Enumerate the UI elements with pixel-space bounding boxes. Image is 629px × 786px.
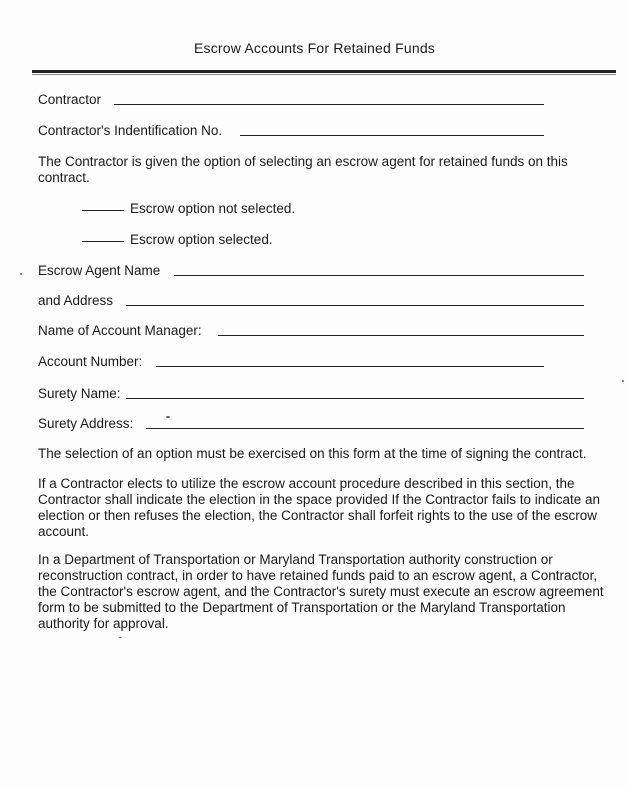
election-paragraph: If a Contractor elects to utilize the escrow account procedure described in this section, the Contractor shall indicate the election in the space provided If the Contractor fails to indicate an election or then refuses the election, the Contractor shall forfeit rights to the use of the escrow account. [38,476,601,539]
escrow-agent-name-blank[interactable] [174,275,584,276]
scan-speck [166,416,170,418]
surety-name-label: Surety Name: [38,386,121,401]
account-number-blank[interactable] [156,366,544,367]
surety-address-label: Surety Address: [38,416,134,431]
escrow-agent-name-label: Escrow Agent Name [38,263,161,278]
surety-address-blank[interactable] [146,428,584,429]
scan-speck [119,637,122,638]
contractor-id-label: Contractor's Indentification No. [38,123,223,138]
and-address-blank[interactable] [126,305,584,306]
option-selected-blank[interactable] [82,241,124,242]
option-selected[interactable] [82,232,273,247]
option-not-selected[interactable] [82,201,295,216]
account-number-label: Account Number: [38,354,143,369]
option-selected-label: Escrow option selected. [130,232,273,247]
option-not-selected-label: Escrow option not selected. [130,201,296,216]
account-manager-blank[interactable] [218,335,584,336]
scan-speck [622,380,624,382]
account-manager-label: Name of Account Manager: [38,323,202,338]
header-rule [32,70,616,73]
header-rule-fine [32,74,616,75]
and-address-label: and Address [38,293,114,308]
surety-name-blank[interactable] [126,398,584,399]
contractor-blank[interactable] [114,104,544,105]
option-intro-text: The Contractor is given the option of selecting an escrow agent for retained funds on this contract. [38,154,568,185]
selection-note-text: The selection of an option must be exercised on this form at the time of signing the contract. [38,446,587,461]
option-not-selected-blank[interactable] [82,210,124,211]
department-paragraph: In a Department of Transportation or Maryland Transportation authority construction or reconstruction contract, in order to have retained funds paid to an escrow agent, a Contractor, the Contractor's escrow agent, and the Contractor's surety must execute an escrow agreement form to be submitted to the Department of Transportation or the Maryland Transportation authority for approval. [38,552,604,631]
form-title: Escrow Accounts For Retained Funds [193,40,436,56]
scan-speck [20,273,22,275]
contractor-label: Contractor [38,92,102,107]
contractor-id-blank[interactable] [240,135,544,136]
